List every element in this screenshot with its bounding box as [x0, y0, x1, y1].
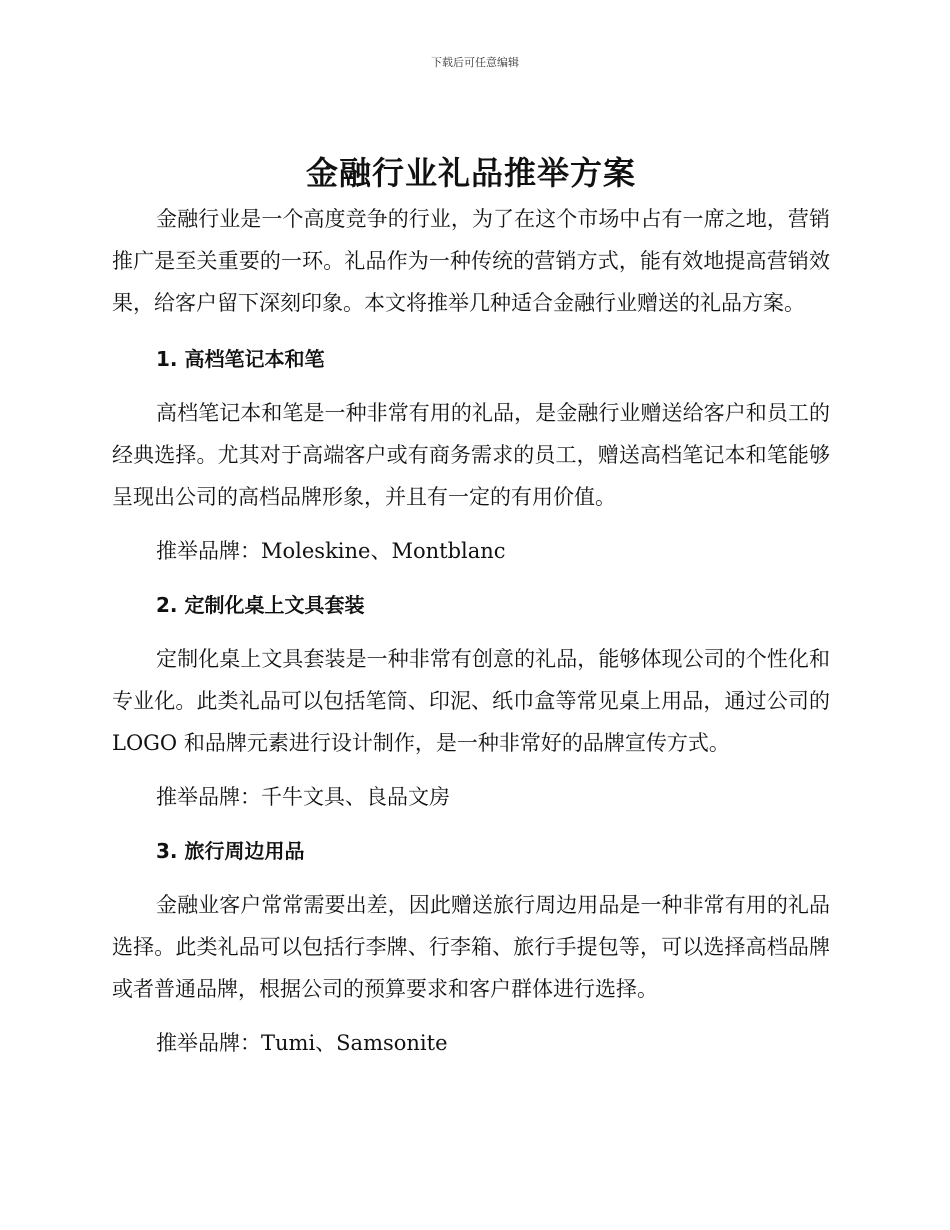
- section-heading: 2. 定制化桌上文具套装: [156, 593, 365, 617]
- section-1: [112, 338, 830, 572]
- recommended-brands: 推举品牌：Moleskine、Montblanc: [156, 539, 506, 563]
- section-body: 定制化桌上文具套装是一种非常有创意的礼品，能够体现公司的个性化和专业化。此类礼品可以包括笔筒、印泥、纸巾盒等常见桌上用品，通过公司的 LOGO 和品牌元素进行设计制作，是一种非常好的品牌宣传方式。: [112, 647, 830, 755]
- section-heading: 1. 高档笔记本和笔: [156, 347, 325, 371]
- section-2: [112, 584, 830, 818]
- section-heading: 3. 旅行周边用品: [156, 839, 305, 863]
- section-body: 高档笔记本和笔是一种非常有用的礼品，是金融行业赠送给客户和员工的经典选择。尤其对于高端客户或有商务需求的员工，赠送高档笔记本和笔能够呈现出公司的高档品牌形象，并且有一定的有用价值。: [112, 401, 830, 509]
- section-3: [112, 830, 830, 1064]
- recommended-brands: 推举品牌：Tumi、Samsonite: [156, 1031, 448, 1055]
- page-header: 下载后可任意编辑: [431, 56, 519, 69]
- intro-paragraph: 金融行业是一个高度竞争的行业，为了在这个市场中占有一席之地，营销推广是至关重要的一环。礼品作为一种传统的营销方式，能有效地提高营销效果，给客户留下深刻印象。本文将推举几种适合金融行业赠送的礼品方案。: [112, 207, 830, 315]
- recommended-brands: 推举品牌：千牛文具、良品文房: [156, 785, 450, 809]
- document-body: [112, 148, 830, 1064]
- document-title: 金融行业礼品推举方案: [305, 154, 636, 192]
- section-body: 金融业客户常常需要出差，因此赠送旅行周边用品是一种非常有用的礼品选择。此类礼品可以包括行李牌、行李箱、旅行手提包等，可以选择高档品牌或者普通品牌，根据公司的预算要求和客户群体进行选择。: [112, 893, 830, 1001]
